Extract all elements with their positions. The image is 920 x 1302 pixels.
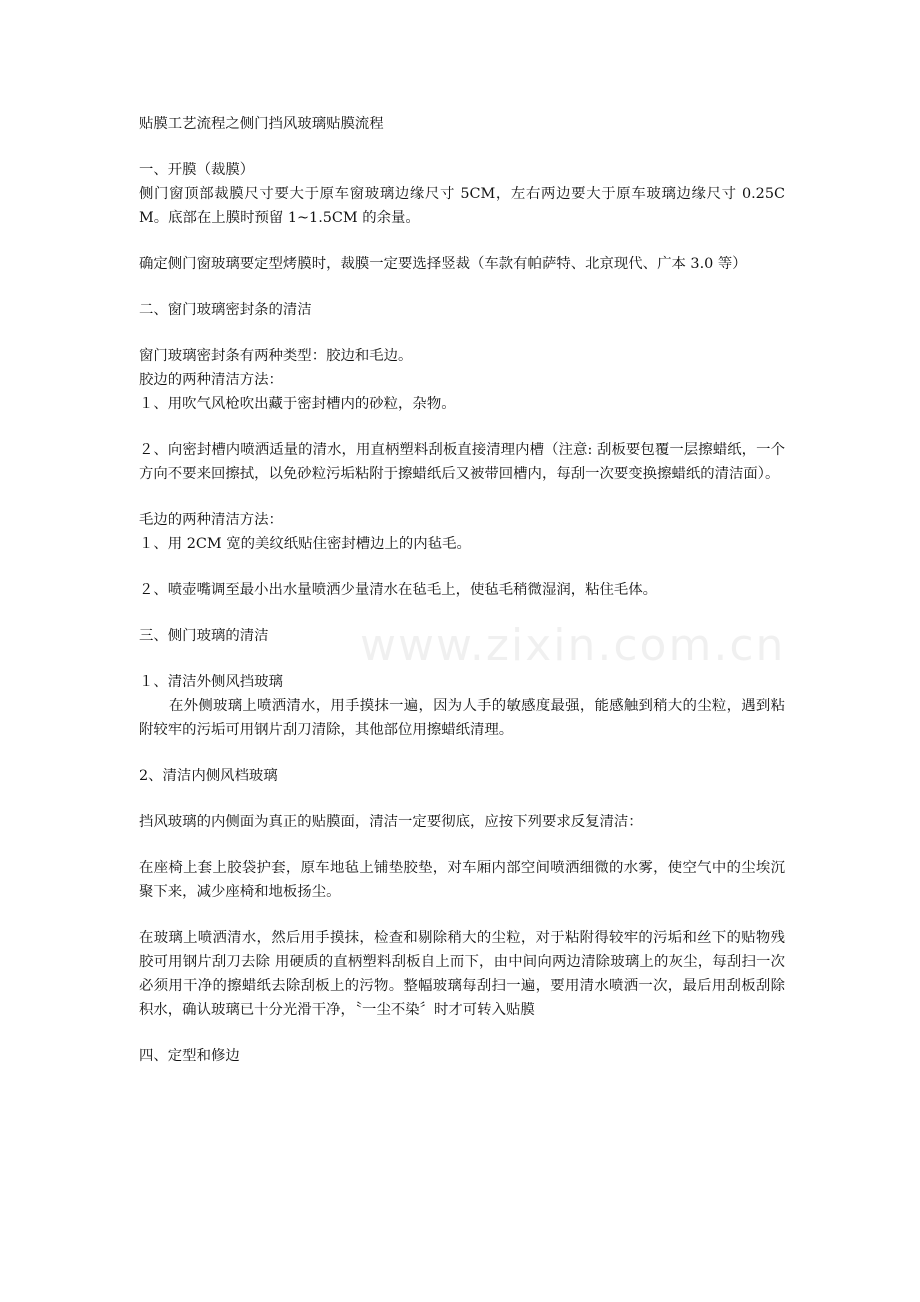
document-title: 贴膜工艺流程之侧门挡风玻璃贴膜流程 xyxy=(139,116,384,132)
outer-glass-cleaning-title: １、清洁外侧风挡玻璃 xyxy=(139,674,283,690)
section-1-paragraph-2: 确定侧门窗玻璃要定型烤膜时，裁膜一定要选择竖裁（车款有帕萨特、北京现代、广本 3.0 等） xyxy=(139,256,747,272)
inner-glass-paragraph-1: 在座椅上套上胶袋护套，原车地毡上铺垫胶垫，对车厢内部空间喷洒细微的水雾，使空气中的尘埃沉聚下来，减少座椅和地板扬尘。 xyxy=(139,860,785,900)
outer-glass-cleaning-body: 在外侧玻璃上喷洒清水，用手摸抹一遍，因为人手的敏感度最强，能感触到稍大的尘粒，遇到粘附较牢的污垢可用钢片刮刀清除，其他部位用擦蜡纸清理。 xyxy=(139,698,785,738)
inner-glass-intro: 挡风玻璃的内侧面为真正的贴膜面，清洁一定要彻底，应按下列要求反复清洁： xyxy=(139,814,643,830)
section-2-heading: 二、窗门玻璃密封条的清洁 xyxy=(139,302,312,318)
fur-edge-method-2: ２、喷壶嘴调至最小出水量喷洒少量清水在毡毛上，使毡毛稍微湿润，粘住毛体。 xyxy=(139,582,658,598)
fur-edge-method-1: １、用 2CM 宽的美纹纸贴住密封槽边上的内毡毛。 xyxy=(139,536,471,552)
section-1-heading: 一、开膜（裁膜） xyxy=(139,162,255,178)
glue-edge-methods-title: 胶边的两种清洁方法： xyxy=(139,372,283,388)
inner-glass-cleaning-title: 2、清洁内侧风档玻璃 xyxy=(139,768,278,784)
section-4-heading: 四、定型和修边 xyxy=(139,1048,240,1064)
fur-edge-methods-title: 毛边的两种清洁方法： xyxy=(139,512,283,528)
watermark: www.zixin.com.cn xyxy=(360,620,786,671)
glue-edge-method-2: ２、向密封槽内喷洒适量的清水，用直柄塑料刮板直接清理内槽（注意: 刮板要包覆一层擦蜡纸，一个方向不要来回擦拭，以免砂粒污垢粘附于擦蜡纸后又被带回槽内，每刮一次要变换擦蜡纸的清洁面）。 xyxy=(139,442,785,482)
inner-glass-paragraph-2: 在玻璃上喷洒清水，然后用手摸抹，检查和剔除稍大的尘粒，对于粘附得较牢的污垢和丝下的贴物残胶可用钢片刮刀去除 用硬质的直柄塑料刮板自上而下，由中间向两边清除玻璃上的灰尘，每刮扫一次必须用干净的擦蜡纸去除刮板上的污物。整幅玻璃每刮扫一遍，要用清水喷洒一次，最后用刮板刮除积水，确认玻璃已十分光滑干净，〝一尘不染〞时才可转入贴膜 xyxy=(139,930,785,1018)
seal-types-paragraph: 窗门玻璃密封条有两种类型：胶边和毛边。 xyxy=(139,348,413,364)
glue-edge-method-1: １、用吹气风枪吹出藏于密封槽内的砂粒，杂物。 xyxy=(139,396,456,412)
section-3-heading: 三、侧门玻璃的清洁 xyxy=(139,628,269,644)
document-body xyxy=(139,112,785,1068)
section-1-paragraph-1: 侧门窗顶部裁膜尺寸要大于原车窗玻璃边缘尺寸 5CM，左右两边要大于原车玻璃边缘尺寸 0.25CM。底部在上膜时预留 1~1.5CM 的余量。 xyxy=(139,186,785,226)
